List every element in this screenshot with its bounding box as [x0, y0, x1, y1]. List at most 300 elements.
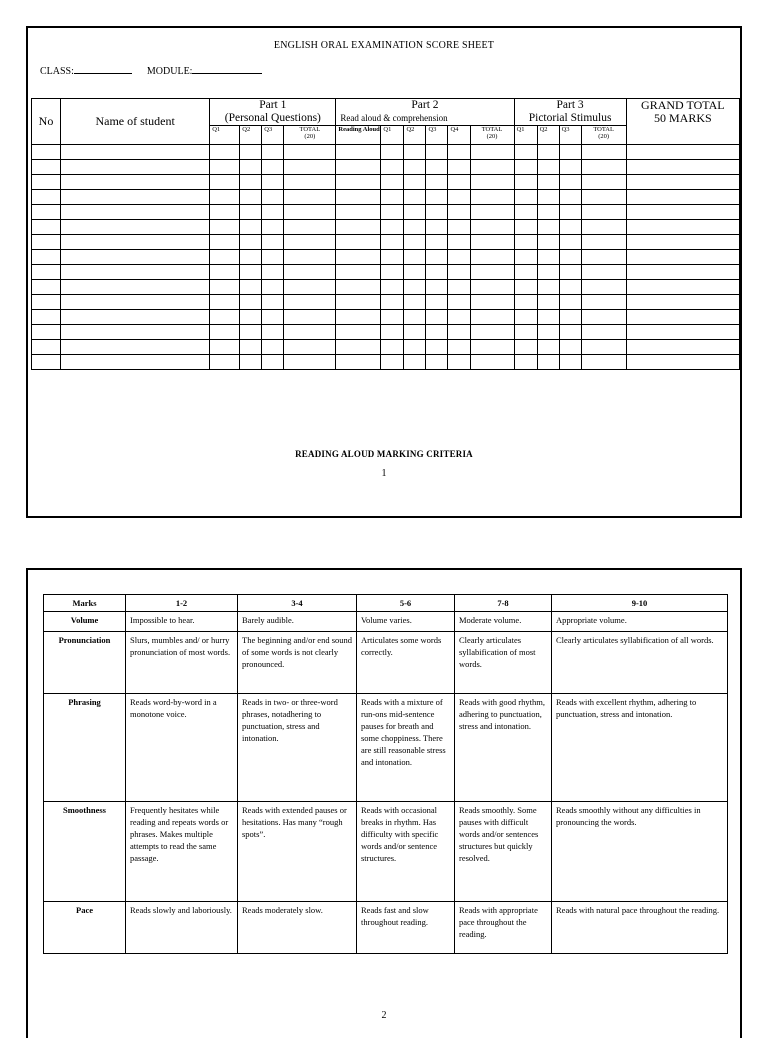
score-cell	[537, 265, 559, 280]
score-cell	[404, 190, 426, 205]
score-cell	[336, 190, 381, 205]
class-blank	[74, 64, 132, 74]
score-cell	[240, 250, 262, 265]
score-cell	[61, 325, 210, 340]
score-cell	[537, 190, 559, 205]
criteria-row	[44, 694, 728, 802]
score-cell	[210, 250, 240, 265]
criterion-descriptor: Appropriate volume.	[552, 612, 728, 632]
score-cell	[262, 145, 284, 160]
criteria-row	[44, 632, 728, 694]
score-cell	[404, 250, 426, 265]
score-cell	[626, 175, 739, 190]
score-cell	[404, 325, 426, 340]
score-cell	[284, 220, 336, 235]
score-cell	[336, 325, 381, 340]
score-cell	[262, 205, 284, 220]
criterion-descriptor: Reads with natural pace throughout the reading.	[552, 902, 728, 954]
score-cell	[381, 175, 404, 190]
score-sheet-page	[26, 26, 742, 518]
score-cell	[448, 160, 470, 175]
score-cell	[426, 160, 448, 175]
score-cell	[559, 280, 581, 295]
score-cell	[448, 235, 470, 250]
score-cell	[626, 265, 739, 280]
score-cell	[336, 310, 381, 325]
p2-q1-header: Q1	[381, 126, 404, 145]
score-cell	[626, 310, 739, 325]
score-cell	[61, 295, 210, 310]
score-cell	[559, 250, 581, 265]
score-cell	[581, 295, 626, 310]
score-cell	[32, 310, 61, 325]
score-cell	[626, 235, 739, 250]
score-cell	[262, 325, 284, 340]
criteria-page	[26, 568, 742, 1038]
score-cell	[336, 235, 381, 250]
score-cell	[470, 250, 514, 265]
score-cell	[210, 205, 240, 220]
criteria-row	[44, 612, 728, 632]
score-cell	[240, 355, 262, 370]
score-cell	[336, 220, 381, 235]
criterion-descriptor: Moderate volume.	[455, 612, 552, 632]
score-cell	[381, 265, 404, 280]
score-cell	[448, 265, 470, 280]
score-cell	[240, 145, 262, 160]
p1-total-label: TOTAL	[299, 126, 321, 133]
score-cell	[537, 355, 559, 370]
score-cell	[32, 175, 61, 190]
score-cell	[210, 175, 240, 190]
score-cell	[470, 145, 514, 160]
criterion-descriptor: Clearly articulates syllabification of all words.	[552, 632, 728, 694]
criterion-descriptor: Frequently hesitates while reading and repeats words or phrases. Makes multiple attempts to read the same passage.	[126, 802, 238, 902]
score-cell	[32, 265, 61, 280]
criteria-table	[43, 594, 728, 954]
score-cell	[581, 265, 626, 280]
criteria-section-title: READING ALOUD MARKING CRITERIA	[295, 449, 473, 459]
score-cell	[381, 250, 404, 265]
score-table	[31, 98, 740, 370]
score-cell	[470, 190, 514, 205]
score-cell	[448, 295, 470, 310]
score-cell	[581, 235, 626, 250]
score-cell	[559, 205, 581, 220]
score-cell	[61, 190, 210, 205]
score-cell	[336, 295, 381, 310]
score-cell	[210, 265, 240, 280]
score-cell	[32, 340, 61, 355]
score-cell	[559, 220, 581, 235]
score-cell	[448, 175, 470, 190]
score-cell	[262, 265, 284, 280]
score-cell	[284, 280, 336, 295]
score-cell	[626, 205, 739, 220]
score-cell	[426, 190, 448, 205]
score-cell	[448, 190, 470, 205]
score-cell	[426, 145, 448, 160]
score-cell	[404, 265, 426, 280]
band-header: 5-6	[357, 595, 455, 612]
score-cell	[448, 220, 470, 235]
score-cell	[284, 355, 336, 370]
part2-subtitle: Read aloud & comprehension	[340, 113, 448, 123]
score-cell	[32, 325, 61, 340]
score-cell	[240, 280, 262, 295]
module-label: MODULE:	[146, 66, 193, 77]
criterion-descriptor: Reads smoothly. Some pauses with difficult words and/or sentences structures but quickly resolved.	[455, 802, 552, 902]
score-cell	[336, 205, 381, 220]
score-cell	[426, 205, 448, 220]
score-cell	[448, 325, 470, 340]
score-cell	[32, 295, 61, 310]
criterion-label: Pace	[44, 902, 126, 954]
score-cell	[240, 160, 262, 175]
score-cell	[262, 220, 284, 235]
score-cell	[581, 340, 626, 355]
score-cell	[559, 235, 581, 250]
score-cell	[537, 340, 559, 355]
score-cell	[581, 325, 626, 340]
score-cell	[381, 220, 404, 235]
score-cell	[626, 325, 739, 340]
score-cell	[336, 265, 381, 280]
score-row	[32, 355, 740, 370]
p1-q1-header: Q1	[210, 126, 240, 145]
score-cell	[210, 220, 240, 235]
score-row	[32, 145, 740, 160]
criterion-label: Volume	[44, 612, 126, 632]
score-cell	[537, 235, 559, 250]
score-cell	[470, 175, 514, 190]
part3-subtitle: Pictorial Stimulus	[528, 112, 612, 124]
score-cell	[448, 355, 470, 370]
score-cell	[537, 220, 559, 235]
criterion-descriptor: Slurs, mumbles and/ or hurry pronunciation of most words.	[126, 632, 238, 694]
score-cell	[61, 205, 210, 220]
score-cell	[381, 205, 404, 220]
name-header: Name of student	[61, 99, 210, 145]
criterion-descriptor: Reads with a mixture of run-ons mid-sentence pauses for breath and some choppiness. There are still reasonable stress and intonation.	[357, 694, 455, 802]
band-header: 1-2	[126, 595, 238, 612]
criterion-label: Phrasing	[44, 694, 126, 802]
score-cell	[61, 220, 210, 235]
score-cell	[514, 175, 537, 190]
score-cell	[210, 310, 240, 325]
score-cell	[381, 295, 404, 310]
score-cell	[210, 355, 240, 370]
score-cell	[559, 340, 581, 355]
score-cell	[336, 355, 381, 370]
score-row	[32, 280, 740, 295]
module-blank	[192, 64, 262, 74]
score-cell	[626, 160, 739, 175]
score-cell	[537, 145, 559, 160]
score-cell	[61, 340, 210, 355]
score-cell	[284, 160, 336, 175]
score-cell	[470, 340, 514, 355]
score-cell	[336, 340, 381, 355]
score-cell	[514, 220, 537, 235]
score-cell	[32, 355, 61, 370]
score-cell	[470, 205, 514, 220]
score-cell	[336, 175, 381, 190]
score-cell	[210, 160, 240, 175]
score-cell	[381, 310, 404, 325]
score-cell	[626, 190, 739, 205]
p3-q3-header: Q3	[559, 126, 581, 145]
score-cell	[61, 175, 210, 190]
score-cell	[210, 325, 240, 340]
score-cell	[537, 295, 559, 310]
score-cell	[470, 310, 514, 325]
score-cell	[514, 250, 537, 265]
score-cell	[61, 160, 210, 175]
p1-total-header	[284, 126, 336, 145]
score-cell	[284, 265, 336, 280]
criterion-descriptor: Reads with occasional breaks in rhythm. Has difficulty with specific words and/or sentence structures.	[357, 802, 455, 902]
score-cell	[514, 295, 537, 310]
score-cell	[404, 310, 426, 325]
score-cell	[470, 280, 514, 295]
score-cell	[426, 340, 448, 355]
score-cell	[426, 220, 448, 235]
score-cell	[537, 205, 559, 220]
score-cell	[470, 355, 514, 370]
score-cell	[448, 145, 470, 160]
score-cell	[426, 280, 448, 295]
criterion-descriptor: Volume varies.	[357, 612, 455, 632]
score-cell	[426, 235, 448, 250]
part1-subtitle: (Personal Questions)	[224, 112, 321, 124]
score-cell	[262, 295, 284, 310]
score-cell	[559, 325, 581, 340]
score-cell	[32, 190, 61, 205]
score-cell	[336, 160, 381, 175]
score-row	[32, 295, 740, 310]
score-cell	[262, 235, 284, 250]
score-cell	[426, 355, 448, 370]
score-cell	[537, 280, 559, 295]
score-row	[32, 250, 740, 265]
score-cell	[559, 190, 581, 205]
part2-header	[336, 99, 514, 126]
score-cell	[537, 160, 559, 175]
score-cell	[32, 145, 61, 160]
score-cell	[514, 190, 537, 205]
score-cell	[381, 325, 404, 340]
criteria-row	[44, 802, 728, 902]
score-cell	[381, 340, 404, 355]
score-cell	[470, 220, 514, 235]
score-cell	[240, 295, 262, 310]
score-cell	[262, 310, 284, 325]
criterion-descriptor: Reads with excellent rhythm, adhering to punctuation, stress and intonation.	[552, 694, 728, 802]
criterion-descriptor: The beginning and/or end sound of some words is not clearly pronounced.	[238, 632, 357, 694]
criterion-descriptor: Reads slowly and laboriously.	[126, 902, 238, 954]
score-cell	[284, 250, 336, 265]
score-cell	[381, 235, 404, 250]
score-cell	[404, 160, 426, 175]
no-header: No	[32, 99, 61, 145]
score-cell	[581, 205, 626, 220]
score-cell	[514, 325, 537, 340]
p3-q1-header: Q1	[514, 126, 537, 145]
score-cell	[210, 340, 240, 355]
score-cell	[514, 160, 537, 175]
score-cell	[470, 325, 514, 340]
score-cell	[581, 145, 626, 160]
score-cell	[537, 310, 559, 325]
score-row	[32, 220, 740, 235]
score-cell	[262, 190, 284, 205]
score-row	[32, 310, 740, 325]
score-cell	[514, 310, 537, 325]
score-cell	[336, 250, 381, 265]
score-cell	[240, 205, 262, 220]
score-cell	[426, 265, 448, 280]
score-cell	[581, 220, 626, 235]
p1-q2-header: Q2	[240, 126, 262, 145]
score-cell	[284, 190, 336, 205]
score-cell	[559, 295, 581, 310]
part1-header	[210, 99, 336, 126]
criterion-descriptor: Articulates some words correctly.	[357, 632, 455, 694]
page-number: 1	[381, 468, 387, 479]
score-cell	[284, 340, 336, 355]
score-cell	[581, 250, 626, 265]
class-module-line	[40, 64, 262, 77]
score-row	[32, 235, 740, 250]
score-cell	[470, 160, 514, 175]
score-cell	[426, 175, 448, 190]
score-cell	[210, 145, 240, 160]
score-cell	[240, 220, 262, 235]
score-cell	[404, 340, 426, 355]
score-cell	[626, 280, 739, 295]
score-cell	[537, 175, 559, 190]
band-header: 3-4	[238, 595, 357, 612]
score-cell	[514, 340, 537, 355]
score-cell	[262, 250, 284, 265]
score-cell	[426, 295, 448, 310]
score-cell	[559, 310, 581, 325]
score-cell	[448, 280, 470, 295]
criterion-descriptor: Reads smoothly without any difficulties in pronouncing the words.	[552, 802, 728, 902]
score-cell	[404, 205, 426, 220]
grand-total-header	[626, 99, 739, 145]
score-cell	[537, 325, 559, 340]
score-cell	[448, 310, 470, 325]
criterion-descriptor: Reads with appropriate pace throughout the reading.	[455, 902, 552, 954]
score-row	[32, 340, 740, 355]
score-cell	[626, 355, 739, 370]
score-cell	[210, 190, 240, 205]
score-cell	[262, 280, 284, 295]
score-cell	[559, 175, 581, 190]
score-cell	[537, 250, 559, 265]
score-row	[32, 265, 740, 280]
score-cell	[210, 280, 240, 295]
criterion-label: Pronunciation	[44, 632, 126, 694]
criterion-descriptor: Impossible to hear.	[126, 612, 238, 632]
score-cell	[448, 250, 470, 265]
part2-title: Part 2	[411, 99, 439, 111]
criterion-descriptor: Reads fast and slow throughout reading.	[357, 902, 455, 954]
p3-total-label: TOTAL	[593, 126, 614, 133]
score-cell	[581, 280, 626, 295]
score-cell	[240, 175, 262, 190]
score-cell	[404, 295, 426, 310]
score-cell	[581, 175, 626, 190]
criterion-descriptor: Barely audible.	[238, 612, 357, 632]
score-cell	[336, 280, 381, 295]
sheet-title: ENGLISH ORAL EXAMINATION SCORE SHEET	[273, 40, 495, 51]
score-cell	[284, 310, 336, 325]
score-cell	[61, 265, 210, 280]
score-cell	[514, 280, 537, 295]
score-cell	[381, 145, 404, 160]
score-cell	[626, 250, 739, 265]
score-cell	[240, 190, 262, 205]
criterion-descriptor: Reads word-by-word in a monotone voice.	[126, 694, 238, 802]
score-row	[32, 325, 740, 340]
score-cell	[240, 235, 262, 250]
score-cell	[470, 235, 514, 250]
score-cell	[61, 235, 210, 250]
grand-total-title: GRAND TOTAL	[641, 98, 725, 112]
band-header: 9-10	[552, 595, 728, 612]
score-cell	[284, 205, 336, 220]
score-cell	[61, 355, 210, 370]
score-cell	[514, 235, 537, 250]
score-cell	[240, 325, 262, 340]
score-cell	[626, 295, 739, 310]
score-cell	[426, 310, 448, 325]
score-cell	[61, 145, 210, 160]
score-cell	[284, 175, 336, 190]
score-cell	[559, 355, 581, 370]
score-cell	[448, 205, 470, 220]
criterion-descriptor: Reads with good rhythm, adhering to punctuation, stress and intonation.	[455, 694, 552, 802]
p2-total-marks: (20)	[486, 133, 498, 140]
marks-header: Marks	[44, 595, 126, 612]
p2-q3-header: Q3	[426, 126, 448, 145]
score-cell	[262, 160, 284, 175]
score-cell	[581, 355, 626, 370]
score-cell	[32, 160, 61, 175]
score-cell	[514, 145, 537, 160]
score-cell	[404, 220, 426, 235]
score-cell	[470, 295, 514, 310]
score-cell	[32, 205, 61, 220]
score-cell	[284, 295, 336, 310]
score-cell	[581, 160, 626, 175]
score-cell	[381, 160, 404, 175]
score-cell	[61, 250, 210, 265]
score-cell	[262, 340, 284, 355]
part1-title: Part 1	[259, 99, 287, 111]
score-cell	[32, 235, 61, 250]
score-cell	[559, 265, 581, 280]
score-cell	[240, 310, 262, 325]
score-cell	[626, 145, 739, 160]
score-cell	[559, 160, 581, 175]
score-row	[32, 160, 740, 175]
score-cell	[514, 265, 537, 280]
score-cell	[61, 310, 210, 325]
